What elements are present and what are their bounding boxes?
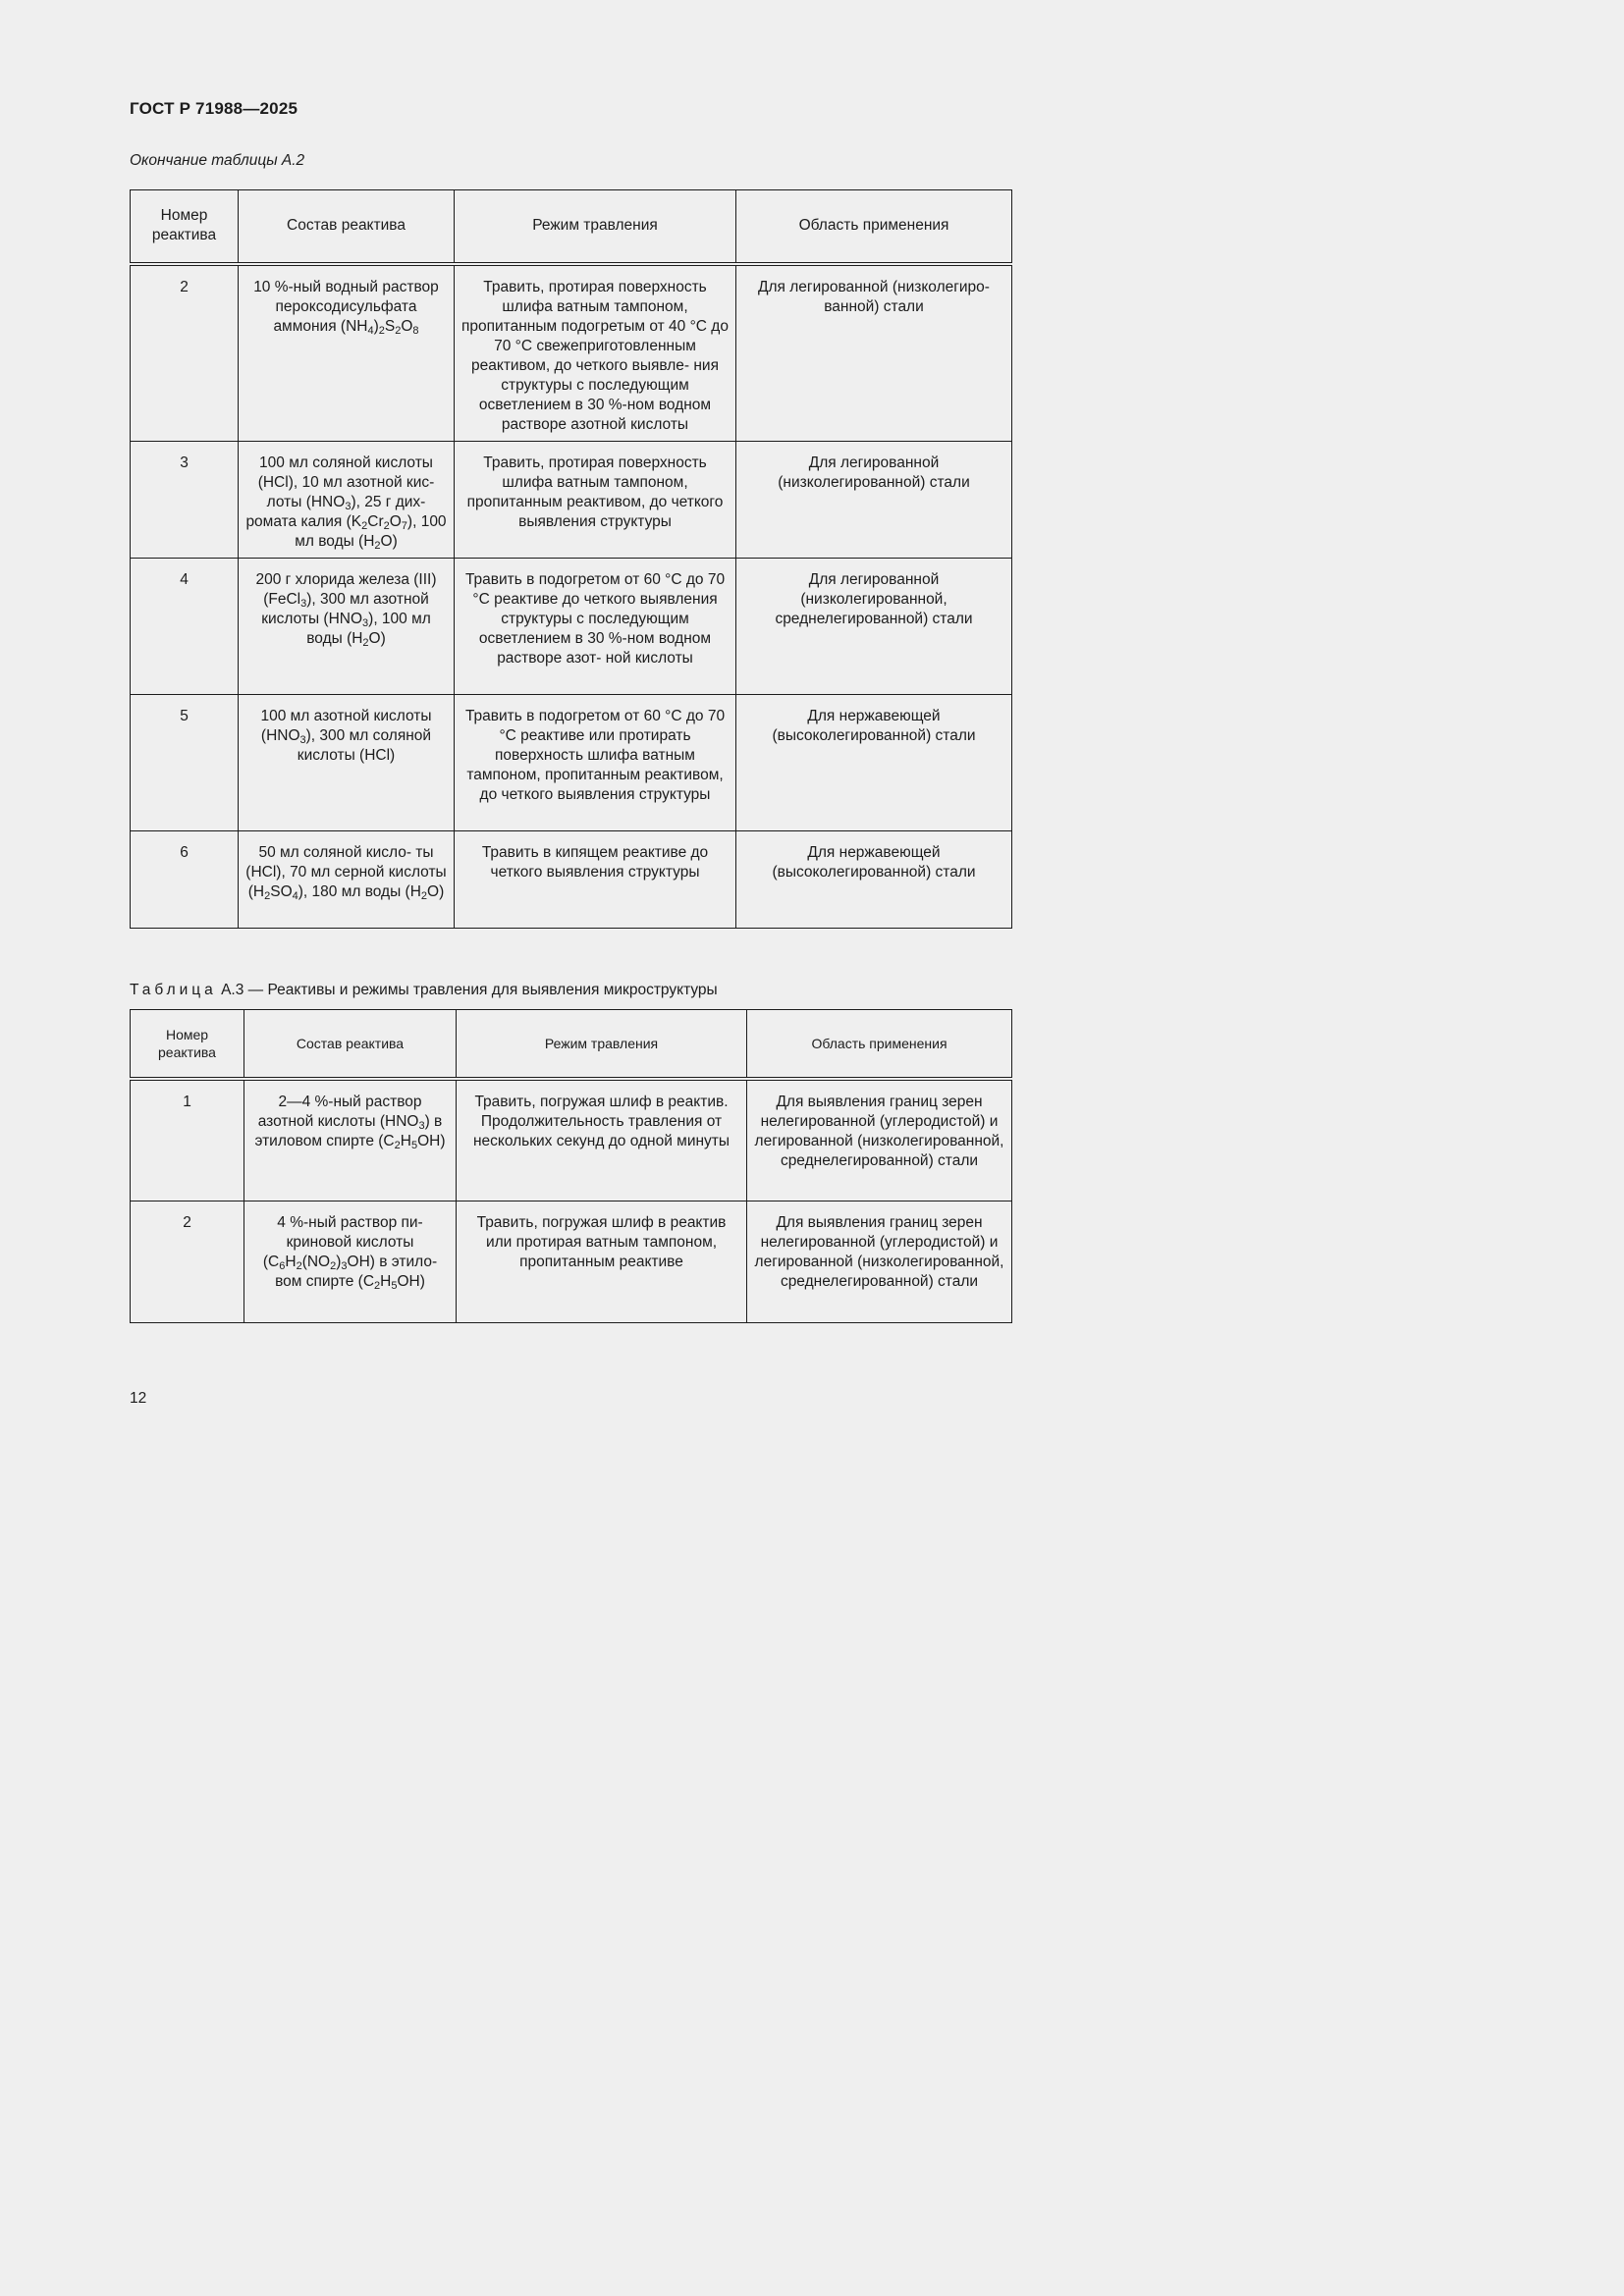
reagent-composition-cell: 100 мл азотной кислоты $(HNO_3)$, 300 мл соляной кислоты (HCl) [239,694,455,830]
etching-mode-cell: Травить, протирая поверхность шлифа ватным тампоном, пропитанным реактивом, до четкого выявления структуры [455,441,736,558]
column-header-application: Область применения [736,190,1012,264]
subscript: 3 [345,500,352,512]
subscript: 2 [361,519,368,532]
subscript: 2 [395,324,402,337]
subscript: 6 [279,1260,286,1272]
table-row [131,558,1012,694]
reagent-number-cell: 2 [131,1201,244,1323]
subscript: 2 [374,1280,381,1292]
subscript: 4 [367,324,374,337]
etching-mode-cell: Травить в подогретом от 60 °C до 70 °C реактиве или протирать поверхность шлифа ватным тампоном, пропитанным реактивом, до четкого выявления структуры [455,694,736,830]
column-header-application: Область применения [747,1010,1012,1079]
reagent-composition-cell: 50 мл соляной кисло- ты (HCl), 70 мл серной кислоты $(H_2SO_4)$, 180 мл воды $(H_2O)$ [239,830,455,928]
table-row [131,1201,1012,1323]
reagent-number-cell: 4 [131,558,239,694]
application-area-cell: Для нержавеющей (высоколегированной) стали [736,694,1012,830]
table-a3-caption-title: А.3 — Реактивы и режимы травления для выявления микроструктуры [221,982,718,998]
application-area-cell: Для выявления границ зерен нелегированной (углеродистой) и легированной (низколегированной, среднелегированной) стали [747,1201,1012,1323]
etching-mode-cell: Травить в кипящем реактиве до четкого выявления структуры [455,830,736,928]
subscript: 2 [296,1260,302,1272]
subscript: 3 [300,597,307,610]
subscript: 7 [401,519,407,532]
column-header-mode: Режим травления [455,190,736,264]
subscript: 2 [420,889,428,902]
subscript: 4 [292,889,298,902]
etching-mode-cell: Травить, погружая шлиф в реактив. Продолжительность травления от нескольких секунд до одной минуты [457,1079,747,1201]
subscript: 5 [391,1280,398,1292]
etching-mode-cell: Травить в подогретом от 60 °C до 70 °C реактиве до четкого выявления структуры с последующим осветлением в 30 %-ном водном растворе азот- ной кислоты [455,558,736,694]
table-a3-caption [130,982,718,999]
reagent-composition-cell: 2—4 %-ный раствор азотной кислоты $(HNO_3)$ в этиловом спирте $(C_2H_5OH)$ [244,1079,457,1201]
subscript: 2 [330,1260,337,1272]
table-a3 [130,1009,1012,1323]
table-a2 [130,189,1012,929]
column-header-number: Номер реактива [131,1010,244,1079]
subscript: 3 [362,616,369,629]
document-id: ГОСТ Р 71988—2025 [130,99,298,118]
table-header-row [131,190,1012,264]
reagent-number-cell: 1 [131,1079,244,1201]
subscript: 3 [299,733,306,746]
column-header-mode: Режим травления [457,1010,747,1079]
reagent-number-cell: 3 [131,441,239,558]
application-area-cell: Для легированной (низколегиро- ванной) стали [736,264,1012,442]
subscript: 5 [410,1139,418,1151]
table-header-row [131,1010,1012,1079]
reagent-composition-cell: 10 %-ный водный раствор пероксодисульфата аммония $(NH_4)_2S_2O_8$ [239,264,455,442]
subscript: 8 [412,324,419,337]
subscript: 2 [374,539,381,552]
reagent-number-cell: 5 [131,694,239,830]
column-header-number: Номер реактива [131,190,239,264]
etching-mode-cell: Травить, погружая шлиф в реактив или протирая ватным тампоном, пропитанным реактиве [457,1201,747,1323]
subscript: 2 [383,519,390,532]
reagent-number-cell: 2 [131,264,239,442]
application-area-cell: Для легированной (низколегированной) стали [736,441,1012,558]
application-area-cell: Для легированной (низколегированной, среднелегированной) стали [736,558,1012,694]
page-number: 12 [130,1390,147,1407]
table-row [131,441,1012,558]
reagent-number-cell: 6 [131,830,239,928]
column-header-composition: Состав реактива [244,1010,457,1079]
reagent-composition-cell: 100 мл соляной кислоты (HCl), 10 мл азотной кис- лоты $(HNO_3)$, 25 г дих- ромата калия $(K_2Cr_2O_7)$, 100 мл воды $(H_2O)$ [239,441,455,558]
subscript: 2 [394,1139,401,1151]
table-a3-caption-prefix: Таблица [130,982,217,998]
subscript: 3 [418,1119,425,1132]
application-area-cell: Для выявления границ зерен нелегированной (углеродистой) и легированной (низколегированной, среднелегированной) стали [747,1079,1012,1201]
table-row [131,694,1012,830]
subscript: 2 [264,889,271,902]
application-area-cell: Для нержавеющей (высоколегированной) стали [736,830,1012,928]
table-a2-caption: Окончание таблицы А.2 [130,152,305,169]
etching-mode-cell: Травить, протирая поверхность шлифа ватным тампоном, пропитанным подогретым от 40 °C до 70 °C свежеприготовленным реактивом, до четкого выявле- ния структуры с последующим осветлением в 30 %-ном водном растворе азотной кислоты [455,264,736,442]
table-row [131,264,1012,442]
subscript: 2 [378,324,385,337]
reagent-composition-cell: 4 %-ный раствор пи- криновой кислоты $(C_6H_2(NO_2)_3OH)$ в этило- вом спирте $(C_2H_5OH)$ [244,1201,457,1323]
table-row [131,1079,1012,1201]
column-header-composition: Состав реактива [239,190,455,264]
subscript: 2 [362,636,369,649]
subscript: 3 [341,1260,348,1272]
table-row [131,830,1012,928]
reagent-composition-cell: 200 г хлорида железа (III) (FeCl$_3$), 300 мл азотной кислоты $(HNO_3)$, 100 мл воды $(H_2O)$ [239,558,455,694]
